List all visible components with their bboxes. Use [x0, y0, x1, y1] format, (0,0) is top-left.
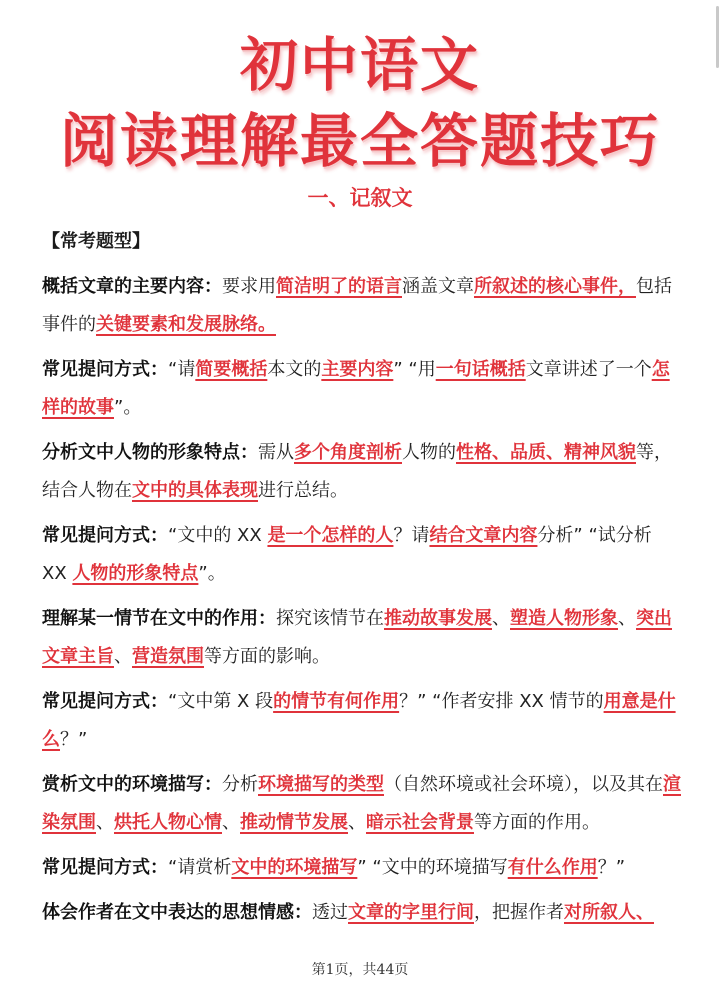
text-run: “请赏析: [168, 857, 232, 878]
text-run: 等方面的影响。: [204, 646, 330, 667]
page-indicator: 第1页，共44页: [311, 962, 409, 978]
highlight: 突出文章主旨: [42, 608, 672, 667]
highlight: 主要内容: [321, 359, 394, 380]
text-run: ？”: [60, 729, 88, 750]
highlight: 文中的具体表现: [132, 480, 258, 501]
text-run: 进行总结。: [258, 480, 348, 501]
highlight: 多个角度剖析: [294, 442, 402, 463]
scrollbar[interactable]: [714, 0, 720, 994]
text-run: 透过: [312, 902, 348, 923]
title-line-2: 阅读理解最全答题技巧: [59, 107, 660, 175]
highlight: 是一个怎样的人: [267, 525, 394, 546]
highlight: 结合文章内容: [429, 525, 538, 546]
highlight: 环境描写的类型: [258, 774, 384, 795]
text-run: 分析: [222, 774, 258, 795]
highlight: 关键要素和发展脉络。: [96, 314, 276, 335]
text-run: ” “用: [393, 359, 436, 380]
text-run: ” “文中的环境描写: [357, 857, 508, 878]
highlight: 文章的字里行间: [348, 902, 474, 923]
text-run: ？”: [597, 857, 626, 878]
text-run: 分析” “试分析 XX: [42, 525, 652, 584]
paragraph-question-forms: [42, 351, 682, 427]
text-run: 、: [222, 812, 240, 833]
highlight: 性格、品质、精神风貌: [456, 442, 636, 463]
text-run: ”。: [114, 397, 142, 418]
highlight: 塑造人物形象: [510, 608, 618, 629]
text-run: 、: [492, 608, 510, 629]
text-run: 、: [348, 812, 366, 833]
highlight: 简洁明了的语言: [276, 276, 402, 297]
text-run: ，把握作者: [474, 902, 564, 923]
text-run: “文中的 XX: [168, 525, 268, 546]
paragraph-environment-description: [42, 766, 682, 842]
paragraph-label: 常见提问方式：: [42, 857, 168, 878]
text-run: 等方面的作用。: [474, 812, 600, 833]
text-run: 、: [618, 608, 636, 629]
highlight: 一句话概括: [435, 359, 526, 380]
text-run: ？” “作者安排 XX 情节的: [399, 691, 604, 712]
section-heading: 一、记叙文: [307, 186, 413, 210]
highlight: 文中的环境描写: [231, 857, 358, 878]
highlight: 简要概括: [195, 359, 268, 380]
paragraph-label: 常见提问方式：: [42, 525, 168, 546]
text-run: “请: [168, 359, 196, 380]
paragraph-author-emotion: [42, 894, 682, 932]
text-run: 包括事件的: [42, 276, 672, 335]
paragraph-label: 体会作者在文中表达的思想情感：: [42, 902, 312, 923]
highlight: 对所叙人、: [564, 902, 654, 923]
paragraph-label: 赏析文中的环境描写：: [42, 774, 222, 795]
text-run: （自然环境或社会环境），以及其在: [384, 774, 663, 795]
body-text: [42, 268, 682, 939]
text-run: ？请: [393, 525, 430, 546]
highlight: 有什么作用: [507, 857, 598, 878]
paragraph-main-content: [42, 268, 682, 344]
paragraph-label: 理解某一情节在文中的作用：: [42, 608, 276, 629]
scrollbar-thumb[interactable]: [716, 6, 719, 68]
text-run: “文中第 X 段: [168, 691, 274, 712]
highlight: 暗示社会背景: [366, 812, 474, 833]
highlight: 渲染氛围: [42, 774, 681, 833]
highlight: 推动故事发展: [384, 608, 492, 629]
paragraph-label: 概括文章的主要内容：: [42, 276, 222, 297]
question-type-tag: 【常考题型】: [42, 231, 150, 252]
title-line-1: 初中语文: [239, 31, 480, 99]
text-run: 涵盖文章: [402, 276, 474, 297]
paragraph-label: 常见提问方式：: [42, 359, 168, 380]
paragraph-label: 常见提问方式：: [42, 691, 168, 712]
paragraph-question-forms: [42, 517, 682, 593]
text-run: 、: [114, 646, 132, 667]
highlight: 用意是什么: [42, 691, 676, 750]
text-run: 等，结合人物在: [42, 442, 672, 501]
highlight: 推动情节发展: [240, 812, 348, 833]
text-run: 人物的: [402, 442, 456, 463]
text-run: 本文的: [267, 359, 322, 380]
paragraph-plot-function: [42, 600, 682, 676]
paragraph-character-traits: [42, 434, 682, 510]
paragraph-question-forms: [42, 683, 682, 759]
text-run: 要求用: [222, 276, 276, 297]
text-run: 探究该情节在: [276, 608, 384, 629]
text-run: 需从: [258, 442, 294, 463]
text-run: 文章讲述了一个: [525, 359, 652, 380]
highlight: 所叙述的核心事件，: [474, 276, 636, 297]
paragraph-label: 分析文中人物的形象特点：: [42, 442, 258, 463]
highlight: 的情节有何作用: [273, 691, 400, 712]
highlight: 人物的形象特点: [72, 563, 199, 584]
text-run: 、: [96, 812, 114, 833]
paragraph-question-forms: [42, 849, 682, 887]
highlight: 怎样的故事: [42, 359, 670, 418]
highlight: 烘托人物心情: [114, 812, 222, 833]
text-run: ”。: [198, 563, 226, 584]
highlight: 营造氛围: [132, 646, 204, 667]
